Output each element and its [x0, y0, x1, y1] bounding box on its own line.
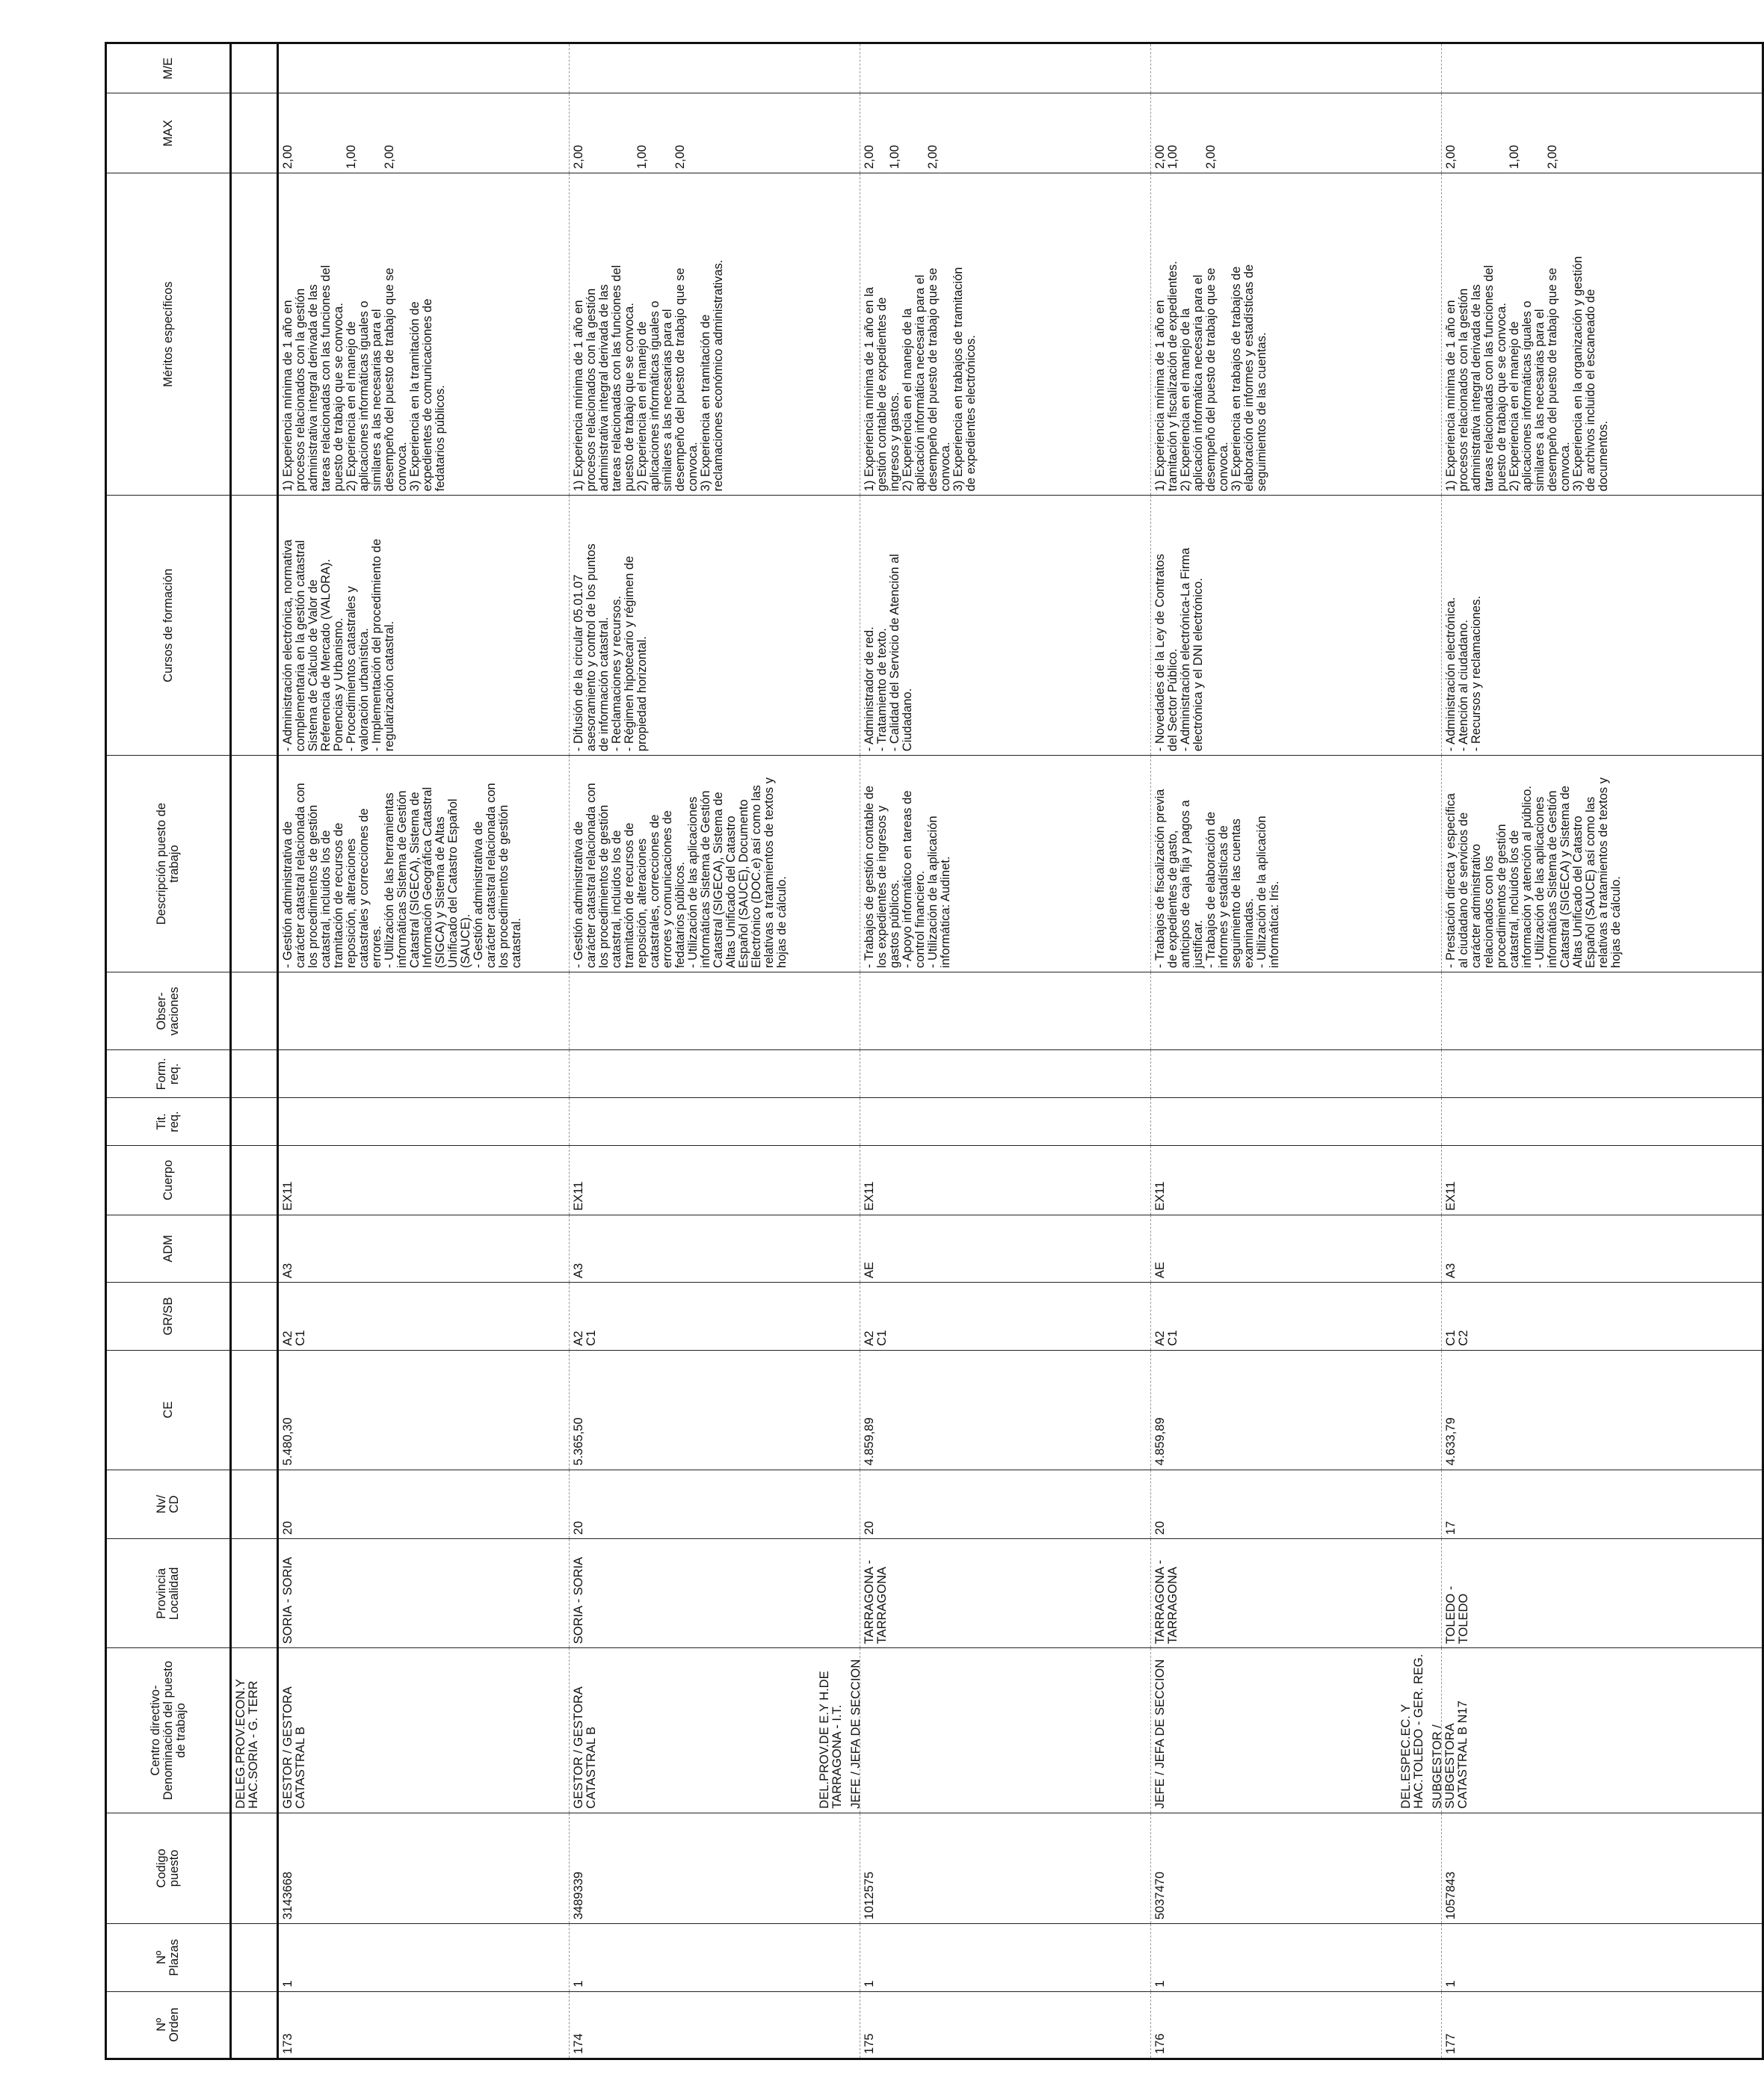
cell-codigo: 1012575	[860, 1813, 1151, 1923]
cell-nvcd: 20	[278, 1470, 570, 1539]
cell-orden: 176	[1151, 1991, 1442, 2059]
cell-cursos: - Administración electrónica, normativa complementaria en la gestión catastral Sistema de Cálculo de Valor de Referencia de Mercado (VALORA). Ponencias y Urbanismo. - Procedimientos catastrales y valoración urbanística. - Implementación del procedimiento de regularización catastral.	[278, 496, 570, 756]
header-adm: ADM	[106, 1215, 231, 1282]
cell-tit	[860, 1098, 1151, 1146]
cell-tit	[278, 1098, 570, 1146]
cell-cursos: - Administrador de red. - Tratamiento de texto. - Calidad del Servicio de Atención al Ciudadano.	[860, 496, 1151, 756]
centro-group-label: DELEG.PROV.ECON.Y HAC.SORIA - G. TERR	[231, 1648, 278, 1813]
cell-me	[278, 43, 570, 93]
cell-nvcd: 20	[1151, 1470, 1442, 1539]
cell-codigo: 3143668	[278, 1813, 570, 1923]
cell-max: 2,00 1,00 2,00	[1151, 93, 1442, 173]
cell-obs	[860, 972, 1151, 1050]
cell-cursos: - Difusión de la circular 05.01.07 asesoramiento y control de los puntos de información catastral. - Reclamaciones y recursos. - Régimen hipotecario y régimen de propiedad horizontal.	[570, 496, 860, 756]
cell-form	[860, 1050, 1151, 1098]
cell-descripcion: - Trabajos de gestión contable de los expedientes de ingresos y gastos públicos. - Apoyo informático en tareas de control financiero. - Utilización de la aplicación informática: Audinet.	[860, 756, 1151, 972]
cell-adm: AE	[860, 1215, 1151, 1282]
rotated-page	[105, 42, 1623, 2060]
table-row	[278, 43, 570, 2059]
cell-codigo: 3489339	[570, 1813, 860, 1923]
cell-tit	[570, 1098, 860, 1146]
cell-grsb: A2 C1	[278, 1283, 570, 1350]
cell-cuerpo: EX11	[570, 1145, 860, 1215]
table-header-row	[106, 43, 231, 2059]
cell-provincia: TARRAGONA - TARRAGONA	[1151, 1539, 1442, 1648]
cell-cuerpo: EX11	[860, 1145, 1151, 1215]
cell-descripcion: - Trabajos de fiscalización previa de expedientes de gasto, anticipos de caja fija y pagos a justificar. - Trabajos de elaboración de informes y estadísticas de seguimiento de las cuentas examinadas. - Utilización de la aplicación informática: Iris.	[1151, 756, 1442, 972]
cell-obs	[1442, 972, 1763, 1050]
centro-group-row	[231, 43, 278, 2059]
header-centro: Centro directivo- Denominación del puesto de trabajo	[106, 1648, 231, 1813]
cell-orden: 173	[278, 1991, 570, 2059]
cell-me	[1442, 43, 1763, 93]
cell-ce: 4.859,89	[1151, 1350, 1442, 1470]
cell-max: 2,00 1,00 2,00	[570, 93, 860, 173]
cell-codigo: 1057843	[1442, 1813, 1763, 1923]
cell-provincia: TOLEDO - TOLEDO	[1442, 1539, 1763, 1648]
cell-form	[570, 1050, 860, 1098]
cell-grsb: A2 C1	[1151, 1283, 1442, 1350]
cell-max: 2,00 1,00 2,00	[278, 93, 570, 173]
cell-form	[278, 1050, 570, 1098]
cell-cursos: - Administración electrónica. - Atención al ciudadano. - Recursos y reclamaciones.	[1442, 496, 1763, 756]
cell-adm: A3	[278, 1215, 570, 1282]
cell-centro: GESTOR / GESTORA CATASTRAL B	[278, 1648, 570, 1813]
cell-meritos: 1) Experiencia mínima de 1 año en procesos relacionados con la gestión administrativa integral derivada de las tareas relacionadas con las funciones del puesto de trabajo que se convoca. 2) Experiencia en el manejo de aplicaciones informáticas iguales o similares a las necesarias para el desempeño del puesto de trabajo que se convoca. 3) Experiencia en tramitación de reclamaciones económico administrativas.	[570, 173, 860, 496]
cell-cuerpo: EX11	[1442, 1145, 1763, 1215]
cell-centro: JEFE / JEFA DE SECCION	[1151, 1648, 1442, 1813]
cell-me	[1151, 43, 1442, 93]
header-cuerpo: Cuerpo	[106, 1145, 231, 1215]
cell-nvcd: 20	[860, 1470, 1151, 1539]
cell-form	[1151, 1050, 1442, 1098]
cell-ce: 5.480,30	[278, 1350, 570, 1470]
cell-nvcd: 17	[1442, 1470, 1763, 1539]
header-ce: CE	[106, 1350, 231, 1470]
cell-obs	[1151, 972, 1442, 1050]
cell-centro	[818, 1648, 1151, 1813]
cell-plazas: 1	[1442, 1924, 1763, 1991]
header-orden: Nº Orden	[106, 1991, 231, 2059]
cell-me	[860, 43, 1151, 93]
header-me: M/E	[106, 43, 231, 93]
position-title: SUBGESTOR / SUBGESTORA CATASTRAL B N17	[1431, 1701, 1470, 1809]
cell-descripcion: - Gestión administrativa de carácter catastral relacionada con los procedimientos de gestión catastral, incluidos los de tramitación de recursos de reposición, alteraciones catastrales, correcciones de errores y comunicaciones de fedatarios públicos. - Utilización de las aplicaciones informáticas Sistema de Gestión Catastral (SIGECA), Sistema de Altas Unificado del Catastro Español (SAUCE), Documento Electrónico (DOC.e) así como las relativas a tratamientos de textos y hojas de cálculo.	[570, 756, 860, 972]
cell-meritos: 1) Experiencia mínima de 1 año en la gestión contable de expedientes de ingresos y gastos. 2) Experiencia en el manejo de la aplicación informática necesaria para el desempeño del puesto de trabajo que se convoca. 3) Experiencia en trabajos de tramitación de expedientes electrónicos.	[860, 173, 1151, 496]
header-max: MAX	[106, 93, 231, 173]
header-descripcion: Descripción puesto de trabajo	[106, 756, 231, 972]
header-tit: Tit. req.	[106, 1098, 231, 1146]
cell-obs	[278, 972, 570, 1050]
cell-ce: 5.365,50	[570, 1350, 860, 1470]
cell-plazas: 1	[570, 1924, 860, 1991]
centro-group-label: DEL.ESPEC.EC. Y HAC.TOLEDO - GER. REG.	[1399, 1653, 1425, 1809]
cell-cuerpo: EX11	[1151, 1145, 1442, 1215]
cell-adm: AE	[1151, 1215, 1442, 1282]
cell-obs	[570, 972, 860, 1050]
cell-form	[1442, 1050, 1763, 1098]
cell-orden: 174	[570, 1991, 860, 2059]
position-title: JEFE / JEFA DE SECCION	[849, 1659, 863, 1809]
cell-descripcion: - Gestión administrativa de carácter catastral relacionada con los procedimientos de gestión catastral, incluidos los de tramitación de recursos de reposición, alteraciones catastrales y correcciones de errores. - Utilización de las herramientas informáticas Sistema de Gestión Catastral (SIGECA), Sistema de Información Geográfica Catastral (SIGCA) y Sistema de Altas Unificado del Catastro Español (SAUCE). - Gestión administrativa de carácter catastral relacionada con los procedimientos de gestión catastral.	[278, 756, 570, 972]
cell-max: 2,00 1,00 2,00	[860, 93, 1151, 173]
table-row	[1151, 43, 1442, 2059]
cell-adm: A3	[1442, 1215, 1763, 1282]
header-obs: Obser- vaciones	[106, 972, 231, 1050]
cell-ce: 4.633,79	[1442, 1350, 1763, 1470]
cell-provincia: SORIA - SORIA	[278, 1539, 570, 1648]
cell-orden: 177	[1442, 1991, 1763, 2059]
cell-meritos: 1) Experiencia mínima de 1 año en procesos relacionados con la gestión administrativa integral derivada de las tareas relacionadas con las funciones del puesto de trabajo que se convoca. 2) Experiencia en el manejo de aplicaciones informáticas iguales o similares a las necesarias para el desempeño del puesto de trabajo que se convoca. 3) Experiencia en la tramitación de expedientes de comunicaciones de fedatarios públicos.	[278, 173, 570, 496]
cell-grsb: C1 C2	[1442, 1283, 1763, 1350]
header-meritos: Méritos específicos	[106, 173, 231, 496]
header-provincia: Provincia Localidad	[106, 1539, 231, 1648]
cell-me	[570, 43, 860, 93]
cell-cuerpo: EX11	[278, 1145, 570, 1215]
cell-orden: 175	[860, 1991, 1151, 2059]
centro-group-label: DEL.PROV.DE E.Y H.DE TARRAGONA - I.T.	[818, 1671, 844, 1809]
cell-centro: GESTOR / GESTORA CATASTRAL B	[570, 1648, 860, 1813]
header-cursos: Cursos de formación	[106, 496, 231, 756]
cell-provincia: TARRAGONA - TARRAGONA	[860, 1539, 1151, 1648]
header-codigo: Codigo puesto	[106, 1813, 231, 1923]
header-nvcd: Nv/ CD	[106, 1470, 231, 1539]
header-form: Form. req.	[106, 1050, 231, 1098]
cell-grsb: A2 C1	[860, 1283, 1151, 1350]
cell-nvcd: 20	[570, 1470, 860, 1539]
cell-tit	[1442, 1098, 1763, 1146]
cell-meritos: 1) Experiencia mínima de 1 año en procesos relacionados con la gestión administrativa integral derivada de las tareas relacionadas con las funciones del puesto de trabajo que se convoca. 2) Experiencia en el manejo de aplicaciones informáticas iguales o similares a las necesarias para el desempeño del puesto de trabajo que se convoca. 3) Experiencia en la organización y gestión de archivos incluido el escaneado de documentos.	[1442, 173, 1763, 496]
table-row	[570, 43, 860, 2059]
cell-plazas: 1	[1151, 1924, 1442, 1991]
table-row	[860, 43, 1151, 2059]
cell-codigo: 5037470	[1151, 1813, 1442, 1923]
job-positions-table	[105, 42, 1764, 2060]
cell-adm: A3	[570, 1215, 860, 1282]
cell-centro	[1399, 1648, 1763, 1813]
header-plazas: Nº Plazas	[106, 1924, 231, 1991]
table-row	[1442, 43, 1763, 2059]
header-grsb: GR/SB	[106, 1283, 231, 1350]
cell-meritos: 1) Experiencia mínima de 1 año en tramitación y fiscalización de expedientes. 2) Experiencia en el manejo de la aplicación informática necesaria para el desempeño del puesto de trabajo que se convoca. 3) Experiencia en trabajos de trabajos de elaboración de informes y estadísticas de seguimientos de las cuentas.	[1151, 173, 1442, 496]
cell-max: 2,00 1,00 2,00	[1442, 93, 1763, 173]
cell-plazas: 1	[860, 1924, 1151, 1991]
cell-descripcion: - Prestación directa y específica al ciudadano de servicios de carácter administrativo relacionados con los procedimientos de gestión catastral, incluidos los de información y atención al público. - Utilización de las aplicaciones informáticas Sistema de Gestión Catastral (SIGECA) y Sistema de Altas Unificado del Catastro Español (SAUCE) así como las relativas a tratamientos de textos y hojas de cálculo.	[1442, 756, 1763, 972]
cell-provincia: SORIA - SORIA	[570, 1539, 860, 1648]
cell-grsb: A2 C1	[570, 1283, 860, 1350]
cell-cursos: - Novedades de la Ley de Contratos del Sector Público. - Administración electrónica-La Firma electrónica y el DNI electrónico.	[1151, 496, 1442, 756]
cell-tit	[1151, 1098, 1442, 1146]
cell-plazas: 1	[278, 1924, 570, 1991]
cell-ce: 4.859,89	[860, 1350, 1151, 1470]
